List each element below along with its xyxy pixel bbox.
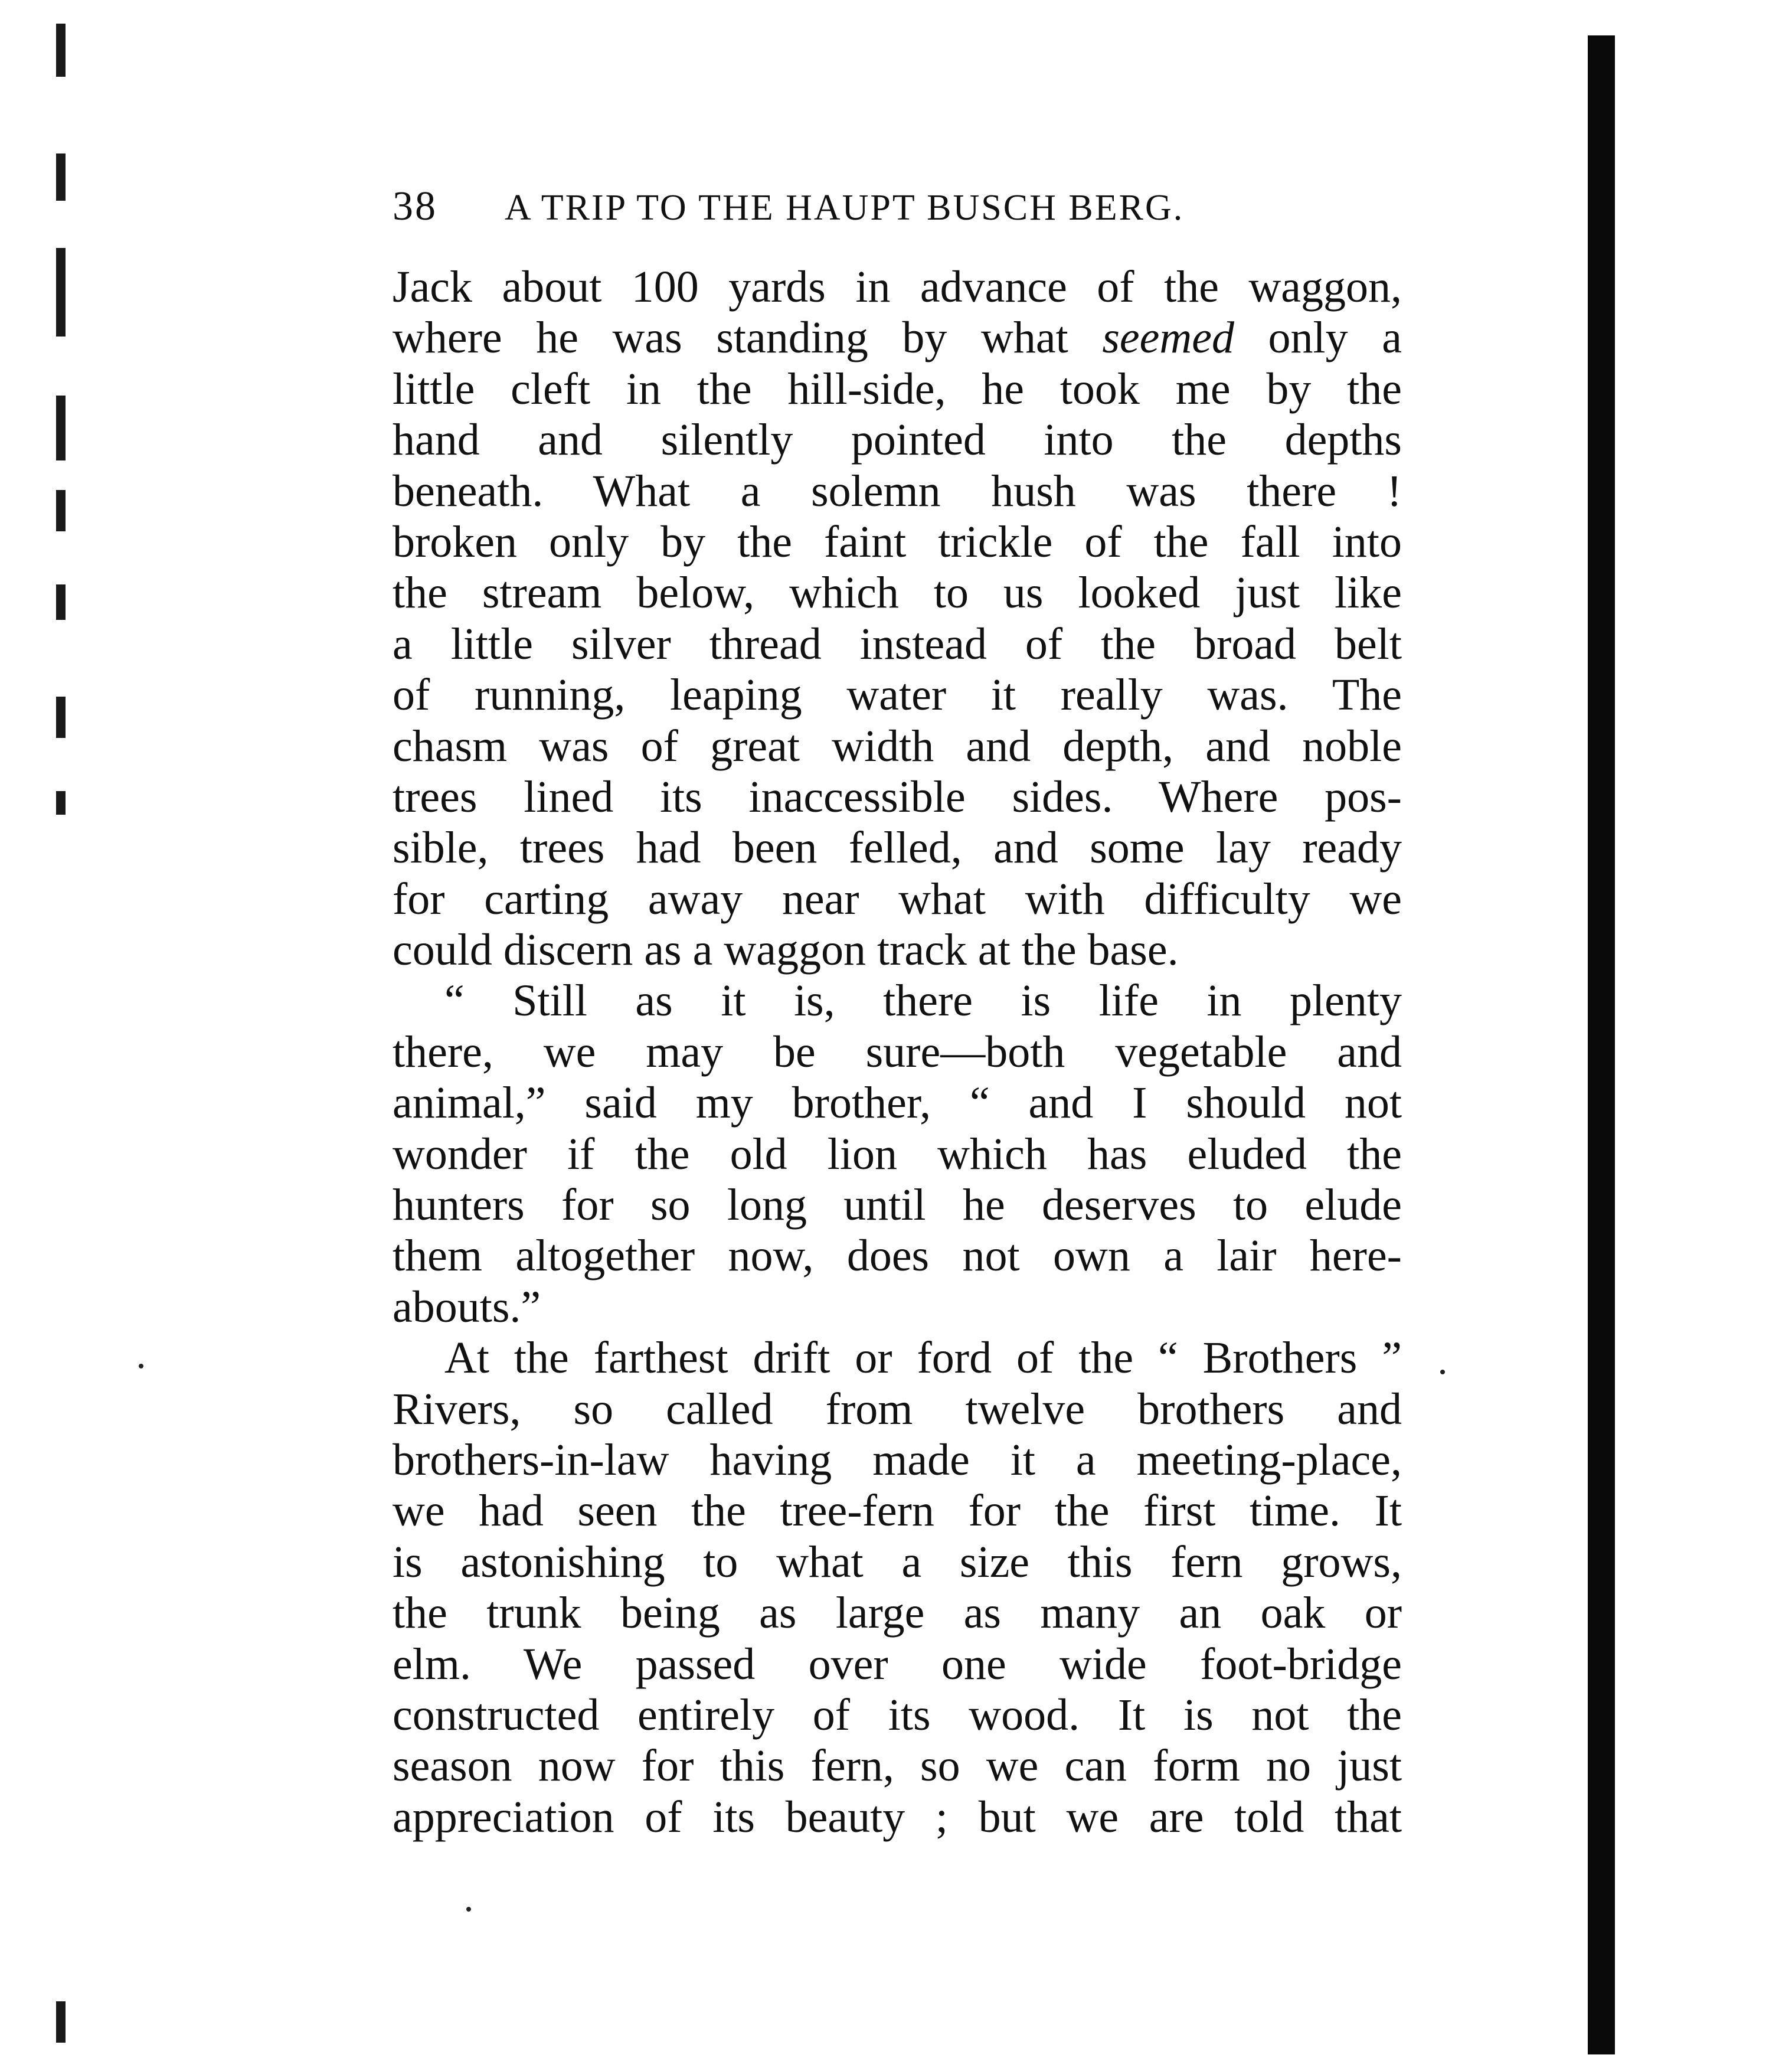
- text-line: abouts.”: [393, 1282, 541, 1332]
- emphasis-text: seemed: [1102, 313, 1234, 363]
- text-line: hunters for so long until he deserves to elude: [393, 1180, 1402, 1230]
- text-line: is astonishing to what a size this fern grows,: [393, 1537, 1402, 1587]
- text-line: appreciation of its beauty ; but we are told that: [393, 1792, 1402, 1842]
- text-line: we had seen the tree-fern for the first time. It: [393, 1486, 1402, 1536]
- text-line: “ Still as it is, there is life in plenty: [444, 976, 1402, 1026]
- running-head: [393, 177, 1302, 236]
- text-line: sible, trees had been felled, and some lay ready: [393, 823, 1402, 873]
- scan-gutter-marks: [56, 18, 127, 2049]
- text-line: there, we may be sure—both vegetable and: [393, 1027, 1402, 1077]
- text-line: Rivers, so called from twelve brothers and: [393, 1384, 1402, 1434]
- text-line: season now for this fern, so we can form no just: [393, 1741, 1402, 1791]
- text-line: Jack about 100 yards in advance of the waggon,: [393, 262, 1402, 312]
- text-line: little cleft in the hill-side, he took me by the: [393, 364, 1402, 414]
- scan-speck: [1440, 1370, 1445, 1374]
- text-line: elm. We passed over one wide foot-bridge: [393, 1639, 1402, 1689]
- scan-speck: [139, 1364, 143, 1368]
- text-line: could discern as a waggon track at the base.: [393, 925, 1179, 975]
- running-title: A TRIP TO THE HAUPT BUSCH BERG.: [505, 188, 1185, 228]
- text-line: trees lined its inaccessible sides. Where pos-: [393, 772, 1402, 822]
- page-number: 38: [393, 184, 437, 229]
- text-line: brothers-in-law having made it a meeting-place,: [393, 1435, 1402, 1485]
- book-spine-edge: [1588, 35, 1615, 2054]
- text-line: them altogether now, does not own a lair here-: [393, 1231, 1402, 1281]
- text-line: chasm was of great width and depth, and noble: [393, 721, 1402, 771]
- body-text: [393, 262, 1402, 1843]
- text-line: broken only by the faint trickle of the fall into: [393, 517, 1402, 567]
- text-line: animal,” said my brother, “ and I should not: [393, 1078, 1402, 1128]
- text-line: the trunk being as large as many an oak or: [393, 1588, 1402, 1638]
- text-line: hand and silently pointed into the depths: [393, 415, 1402, 465]
- text-line: where he was standing by what seemed only a: [393, 313, 1402, 363]
- text-line: wonder if the old lion which has eluded the: [393, 1129, 1402, 1179]
- scan-speck: [466, 1907, 471, 1912]
- text-line: a little silver thread instead of the broad belt: [393, 619, 1402, 669]
- text-line: of running, leaping water it really was. The: [393, 670, 1402, 720]
- text-line: for carting away near what with difficulty we: [393, 874, 1402, 924]
- text-line: the stream below, which to us looked just like: [393, 568, 1402, 618]
- text-line: At the farthest drift or ford of the “ Brothers ”: [444, 1333, 1402, 1383]
- text-line: constructed entirely of its wood. It is not the: [393, 1690, 1402, 1740]
- text-line: beneath. What a solemn hush was there !: [393, 466, 1402, 516]
